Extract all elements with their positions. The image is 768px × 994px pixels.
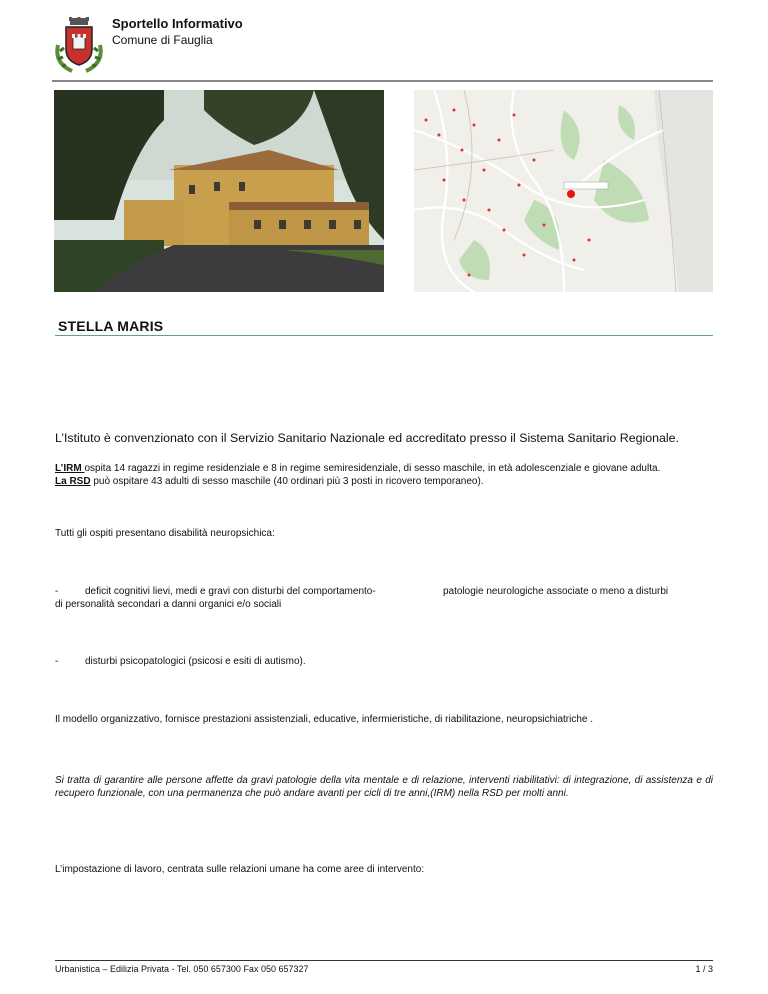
italic-text: Si tratta di garantire alle persone affette da gravi patologie della vita mentale e di relazione, interventi riabilitativi: di integrazione, di assistenza e di recupero funzionale, con una permanenza che può andare avanti per cicli di tre anni,(IRM) nella RSD per molti anni.	[55, 775, 713, 799]
header-divider	[52, 80, 713, 82]
building-photo	[54, 90, 384, 292]
irm-paragraph	[55, 462, 713, 488]
bullet-continuation-1: di personalità secondari a danni organici e/o sociali	[55, 599, 282, 610]
rsd-label: La RSD	[55, 476, 91, 487]
section-title: STELLA MARIS	[58, 318, 164, 334]
model-paragraph: Il modello organizzativo, fornisce prestazioni assistenziali, educative, infermieristiche, di riabilitazione, neuropsichiatriche .	[55, 714, 594, 725]
bullet-dash-1: -	[55, 586, 59, 597]
header-subtitle: Comune di Fauglia	[112, 33, 213, 47]
irm-label: L’IRM	[55, 463, 85, 474]
guests-intro: Tutti gli ospiti presentano disabilità neuropsichica:	[55, 528, 275, 539]
header-title: Sportello Informativo	[112, 16, 243, 31]
bullet-right-1: patologie neurologiche associate o meno a disturbi	[443, 586, 669, 597]
page-number: 1 / 3	[695, 964, 713, 974]
bullet-text-2: disturbi psicopatologici (psicosi e esiti di autismo).	[85, 656, 306, 667]
bullet-text-1: deficit cognitivi lievi, medi e gravi con disturbi del comportamento-	[85, 586, 376, 597]
italic-paragraph	[55, 774, 713, 800]
footer-divider	[55, 960, 713, 961]
municipal-crest-logo	[52, 15, 106, 75]
rsd-text: può ospitare 43 adulti di sesso maschile (40 ordinari più 3 posti in ricovero temporaneo).	[90, 476, 484, 487]
bullet-dash-2: -	[55, 656, 59, 667]
approach-paragraph: L’impostazione di lavoro, centrata sulle relazioni umane ha come aree di intervento:	[55, 864, 425, 875]
location-map	[414, 90, 713, 292]
footer-text: Urbanistica – Edilizia Privata - Tel. 050 657300 Fax 050 657327	[55, 964, 309, 974]
intro-text: L’Istituto è convenzionato con il Servizio Sanitario Nazionale ed accreditato presso il Sistema Sanitario Regionale.	[55, 431, 680, 445]
irm-text: ospita 14 ragazzi in regime residenziale e 8 in regime semiresidenziale, di sesso maschile, in età adolescenziale e giovane adulta.	[84, 463, 661, 474]
section-divider	[55, 335, 713, 336]
